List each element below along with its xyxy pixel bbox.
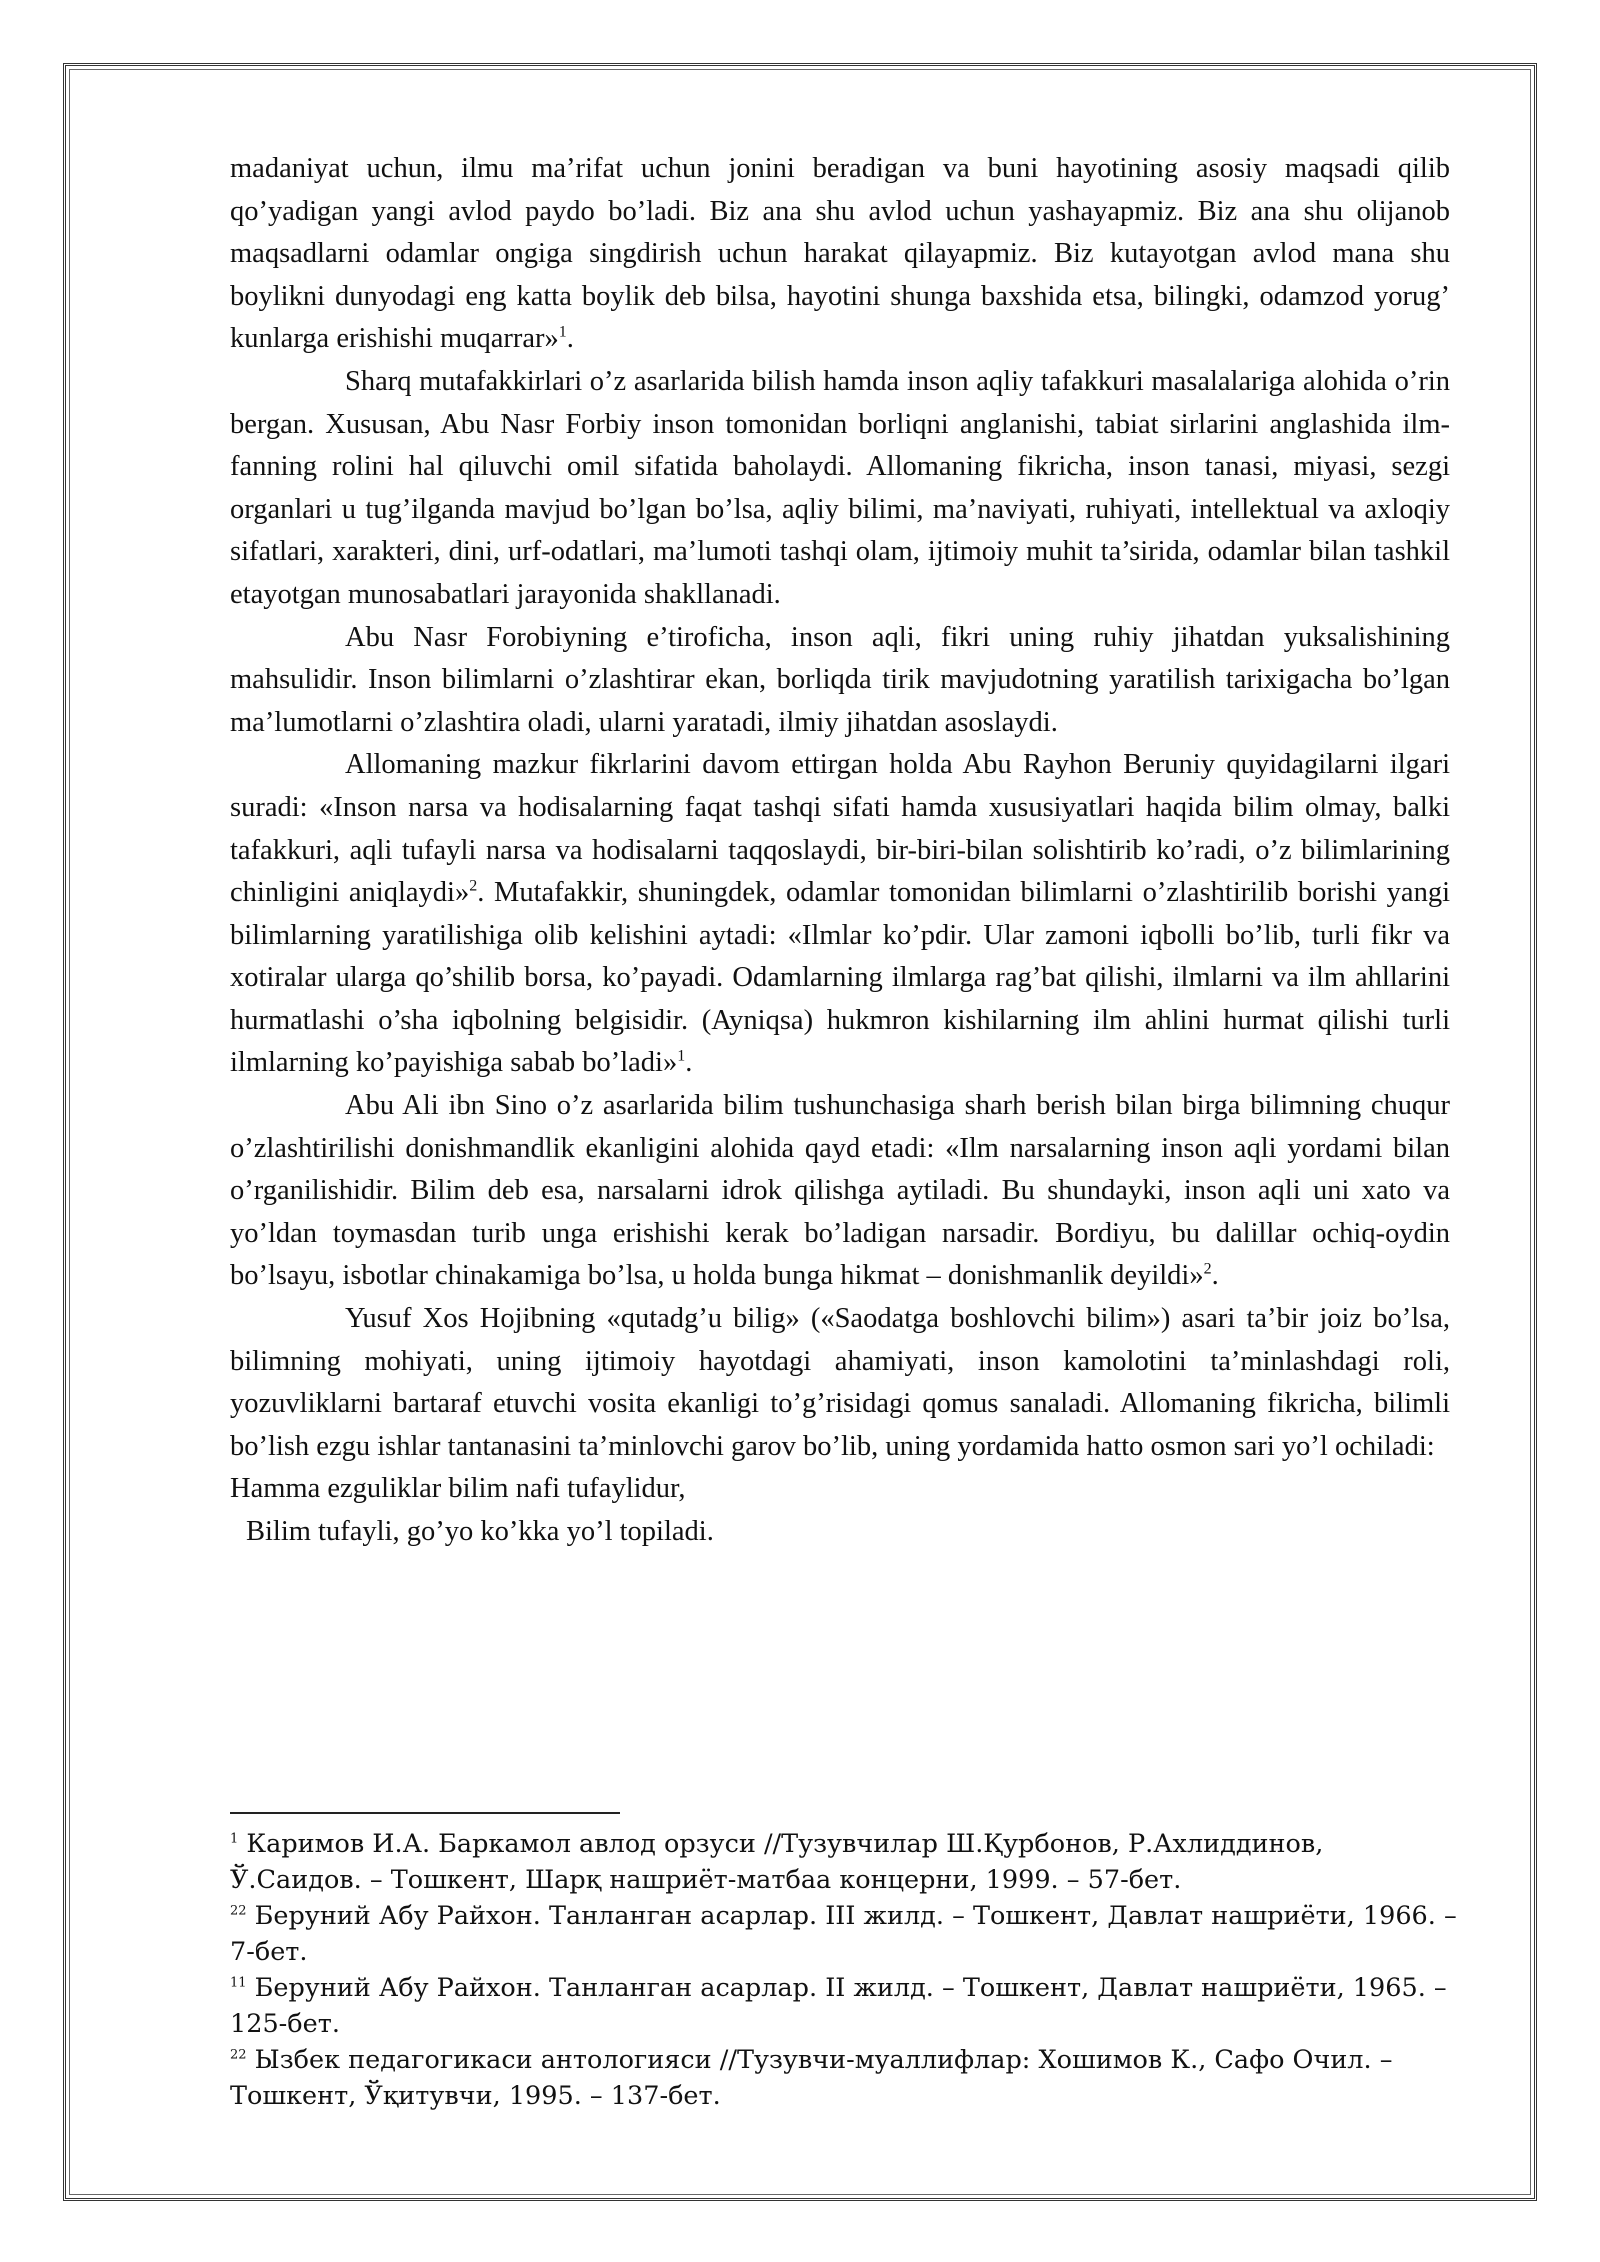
body-text	[230, 148, 1450, 1554]
paragraph: Sharq mutafakkirlari o’z asarlarida bilish hamda inson aqliy tafakkuri masalalariga alohida o’rin bergan. Xususan, Abu Nasr Forbiy inson tomonidan borliqni anglanishi, tabiat sirlarini anglashida ilm-fanning rolini hal qiluvchi omil sifatida baholaydi. Allomaning fikricha, inson tanasi, miyasi, sezgi organlari u tug’ilganda mavjud bo’lgan bo’lsa, aqliy bilimi, ma’naviyati, ruhiyati, intellektual va axloqiy sifatlari, xarakteri, dini, urf-odatlari, ma’lumoti tashqi olam, ijtimoiy muhit ta’sirida, odamlar bilan tashkil etayotgan munosabatlari jarayonida shakllanadi.	[230, 365, 1450, 610]
footnotes	[230, 1826, 1460, 2114]
footnote: $^{11}$ Беруний Абу Райхон. Танланган асарлар. II жилд. – Тошкент, Давлат нашриёти, 1965. – 125-бет.	[230, 1973, 1447, 2039]
verse-line: Hamma ezguliklar bilim nafi tufaylidur,	[230, 1473, 686, 1505]
footnote-mark: 11	[230, 1975, 247, 1991]
footnote-mark: 22	[230, 1903, 247, 1919]
footnote-ref[interactable]: 1	[558, 323, 567, 341]
footnote: $^{22}$ Ызбек педагогикаси антологияси //Тузувчи-муаллифлар: Хошимов К., Сафо Очил. – Тошкент, Ўқитувчи, 1995. – 137-бет.	[230, 2045, 1393, 2111]
footnote: $^1$ Каримов И.А. Баркамол авлод орзуси //Тузувчилар Ш.Қурбонов, Р.Ахлиддинов, Ў.Саидов. – Тошкент, Шарқ нашриёт-матбаа концерни, 1999. – 57-бет.	[230, 1829, 1324, 1895]
paragraph: Yusuf Xos Hojibning «qutadg’u bilig» («Saodatga boshlovchi bilim») asari ta’bir joiz bo’lsa, bilimning mohiyati, uning ijtimoiy hayotdagi ahamiyati, inson kamolotini ta’minlashdagi roli, yozuvliklarni bartaraf etuvchi vosita ekanligi to’g’risidagi qomus sanaladi. Allomaning fikricha, bilimli bo’lish ezgu ishlar tantanasini ta’minlovchi garov bo’lib, uning yordamida hatto osmon sari yo’l ochiladi:	[230, 1303, 1450, 1462]
verse-line: Bilim tufayli, go’yo ko’kka yo’l topiladi.	[246, 1516, 714, 1547]
footnote-mark: 22	[230, 2047, 247, 2063]
paragraph: Abu Ali ibn Sino o’z asarlarida bilim tushunchasiga sharh berish bilan birga bilimning chuqur o’zlashtirilishi donishmandlik ekanligini alohida qayd etadi: «Ilm narsalarning inson aqli yordami bilan o’rganilishidir. Bilim deb esa, narsalarni idrok qilishga aytiladi. Bu shundayki, inson aqli uni xato va yo’ldan toymasdan turib unga erishishi kerak bo’ladigan narsadir. Bordiyu, bu dalillar ochiq-oydin bo’lsayu, isbotlar chinakamiga bo’lsa, u holda bunga hikmat – donishmanlik deyildi»$^2$.	[230, 1090, 1450, 1292]
footnote: $^{22}$ Беруний Абу Райхон. Танланган асарлар. III жилд. – Тошкент, Давлат нашриёти, 1966. – 7-бет.	[230, 1901, 1457, 1967]
paragraph: madaniyat uchun, ilmu ma’rifat uchun jonini beradigan va buni hayotining asosiy maqsadi qilib qo’yadigan yangi avlod paydo bo’ladi. Biz ana shu avlod uchun yashayapmiz. Biz ana shu olijanob maqsadlarni odamlar ongiga singdirish uchun harakat qilayapmiz. Biz kutayotgan avlod mana shu boylikni dunyodagi eng katta boylik deb bilsa, hayotini shunga baxshida etsa, bilingki, odamzod yorug’ kunlarga erishishi muqarrar»$^1$.	[230, 153, 1450, 355]
footnote-separator	[230, 1812, 620, 1814]
paragraph: Abu Nasr Forobiyning e’tiroficha, inson aqli, fikri uning ruhiy jihatdan yuksalishining mahsulidir. Inson bilimlarni o’zlashtirar ekan, borliqda tirik mavjudotning yaratilish tarixigacha bo’lgan ma’lumotlarni o’zlashtira oladi, ularni yaratadi, ilmiy jihatdan asoslaydi.	[230, 621, 1450, 738]
footnote-ref[interactable]: 2	[469, 877, 478, 895]
footnote-ref[interactable]: 1	[677, 1047, 686, 1065]
paragraph: Allomaning mazkur fikrlarini davom ettirgan holda Abu Rayhon Beruniy quyidagilarni ilgari suradi: «Inson narsa va hodisalarning faqat tashqi sifati hamda xususiyatlari haqida bilim olmay, balki tafakkuri, aqli tufayli narsa va hodisalarni taqqoslaydi, bir-biri-bilan solishtirib ko’radi, o’z bilimlarining chinligini aniqlaydi»$^2$. Mutafakkir, shuningdek, odamlar tomonidan bilimlarni o’zlashtirilib borishi yangi bilimlarning yaratilishiga olib kelishini aytadi: «Ilmlar ko’pdir. Ular zamoni iqbolli bo’lib, turli fikr va xotiralar ularga qo’shilib borsa, ko’payadi. Odamlarning ilmlarga rag’bat qilishi, ilmlarni va ilm ahllarini hurmatlashi o’sha iqbolning belgisidir. (Ayniqsa) hukmron kishilarning ilm ahlini hurmat qilishi turli ilmlarning ko’payishiga sabab bo’ladi»$^1$.	[230, 749, 1451, 1079]
footnote-mark: 1	[230, 1831, 239, 1847]
footnote-ref[interactable]: 2	[1203, 1260, 1212, 1278]
